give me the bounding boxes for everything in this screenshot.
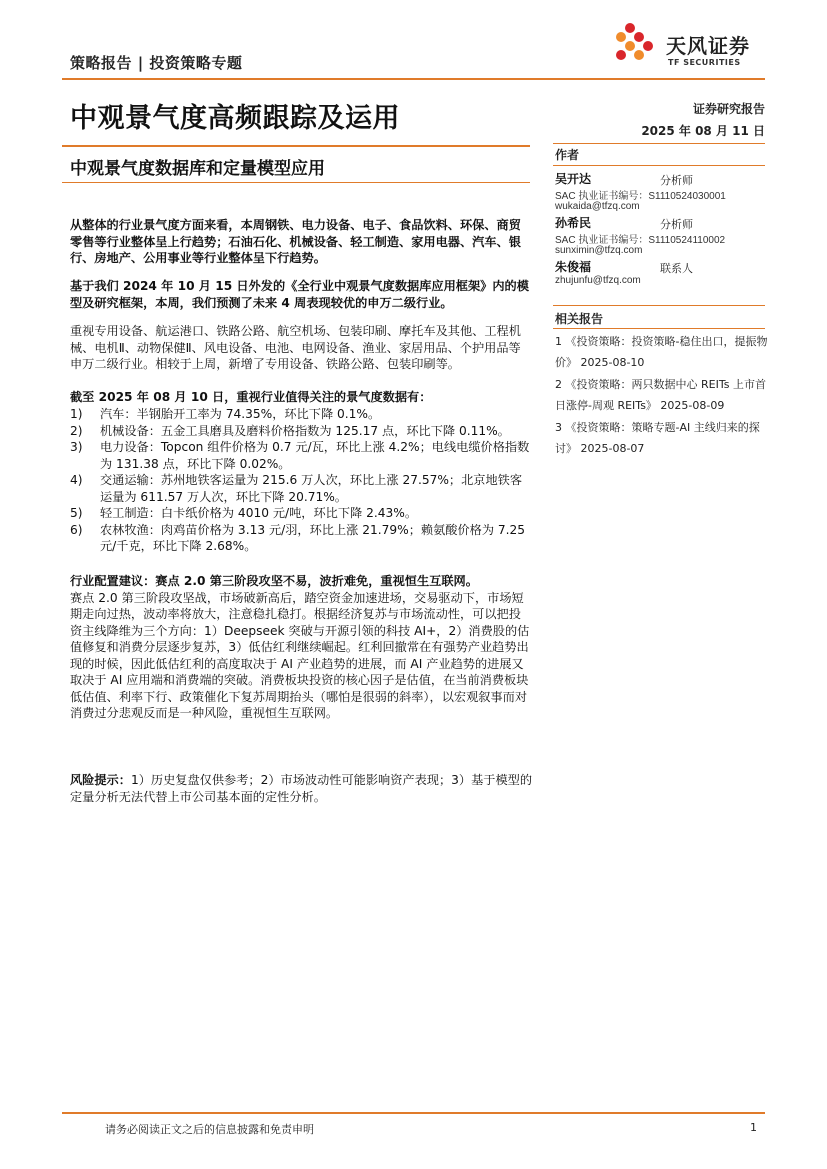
allocation-section bbox=[70, 573, 532, 722]
allocation-paragraph: 赛点 2.0 第三阶段攻坚战，市场破新高后，踏空资金加速进场，交易驱动下，市场短期走向过热，波动率将放大，注意稳扎稳打。根据经济复苏与市场流动性，可以把投资主线降维为三个方向：1）Deepseek 突破与开源引领的科技 AI+，2）消费股的估值修复和消费分层逐步复苏，3）低估红利继续崛起。红利回撤常在有强势产业趋势出现的时候，因此低估红利的高度取决于 AI 产业趋势的进展，而 AI 产业趋势的进展又取决于 AI 应用端和消费端的突破。消费板块投资的核心因子是估值，在当前消费板块低估值、利率下行、政策催化下复苏周期抬头（哪怕是很弱的斜率），以宏观叙事而对消费过分悲观反而是一种风险，重视恒生互联网。 bbox=[70, 590, 530, 720]
data-intro: 截至 2025 年 08 月 10 日，重视行业值得关注的景气度数据有： bbox=[70, 390, 432, 404]
list-number: 1) bbox=[70, 407, 83, 421]
list-item bbox=[70, 522, 532, 555]
indicator-list bbox=[70, 406, 532, 555]
list-item bbox=[70, 505, 532, 522]
list-number: 6) bbox=[70, 522, 83, 537]
author-email[interactable]: sunximin@tfzq.com bbox=[555, 245, 643, 256]
risk-section bbox=[70, 772, 532, 805]
allocation-heading: 行业配置建议：赛点 2.0 第三阶段攻坚不易，波折难免，重视恒生互联网。 bbox=[70, 574, 478, 588]
report-type: 证券研究报告 bbox=[692, 102, 765, 116]
sidebar-rule-top bbox=[553, 143, 765, 144]
model-paragraph: 基于我们 2024 年 10 月 15 日外发的《全行业中观景气度数据库应用框架》内的模型及研究框架，本周，我们预测了未来 4 周表现较优的申万二级行业。 bbox=[70, 279, 529, 310]
report-subtitle: 中观景气度数据库和定量模型应用 bbox=[70, 159, 325, 179]
author-role: 分析师 bbox=[660, 174, 693, 187]
logo-cn: 天风证券 bbox=[666, 34, 750, 58]
title-rule bbox=[62, 145, 530, 147]
subtitle-rule bbox=[62, 182, 530, 183]
list-text: 交通运输：苏州地铁客运量为 215.6 万人次，环比上涨 27.57%；北京地铁客运量为 611.57 万人次，环比下降 20.71%。 bbox=[100, 473, 523, 504]
related-heading: 相关报告 bbox=[555, 312, 604, 326]
list-text: 汽车：半钢胎开工率为 74.35%，环比下降 0.1%。 bbox=[100, 407, 381, 421]
list-text: 轻工制造：白卡纸价格为 4010 元/吨，环比下降 2.43%。 bbox=[100, 506, 418, 520]
list-item bbox=[70, 472, 532, 505]
related-heading-rule bbox=[553, 328, 765, 329]
author-sac: SAC 执业证书编号：S1110524110002 bbox=[555, 235, 726, 246]
authors-heading: 作者 bbox=[555, 148, 580, 162]
footer-rule bbox=[62, 1112, 765, 1114]
header-rule bbox=[62, 78, 765, 80]
tf-logo-icon bbox=[612, 22, 666, 66]
list-item bbox=[70, 439, 532, 472]
related-report-item[interactable]: 1 《投资策略：投资策略-稳住出口，提振物价》 2025-08-10 bbox=[555, 335, 768, 369]
report-date: 2025 年 08 月 11 日 bbox=[641, 124, 765, 138]
author-sac: SAC 执业证书编号：S1110524030001 bbox=[555, 191, 726, 202]
list-text: 电力设备：Topcon 组件价格为 0.7 元/瓦，环比上涨 4.2%；电线电缆价格指数为 131.38 点，环比下降 0.02%。 bbox=[100, 440, 530, 471]
author-name: 吴开达 bbox=[555, 172, 592, 186]
author-role: 分析师 bbox=[660, 218, 693, 231]
list-item bbox=[70, 423, 532, 440]
page-number: 1 bbox=[750, 1121, 757, 1134]
related-report-item[interactable]: 2 《投资策略：两只数据中心 REITs 上市首日涨停-周观 REITs》 2025-08-09 bbox=[555, 378, 766, 412]
list-number: 5) bbox=[70, 506, 83, 520]
author-role: 联系人 bbox=[660, 262, 693, 275]
list-text: 机械设备：五金工具磨具及磨料价格指数为 125.17 点，环比下降 0.11%。 bbox=[100, 423, 510, 438]
related-rule-top bbox=[553, 305, 765, 306]
logo-en: TF SECURITIES bbox=[668, 58, 741, 67]
list-number: 3) bbox=[70, 440, 83, 454]
risk-label: 风险提示： bbox=[70, 773, 131, 787]
footer-disclaimer: 请务必阅读正文之后的信息披露和免责申明 bbox=[105, 1123, 314, 1136]
list-item bbox=[70, 406, 532, 423]
report-title: 中观景气度高频跟踪及运用 bbox=[70, 103, 400, 134]
brand-line: 策略报告 | 投资策略专题 bbox=[70, 54, 243, 72]
authors-heading-rule bbox=[553, 165, 765, 166]
summary-paragraph: 从整体的行业景气度方面来看，本周钢铁、电力设备、电子、食品饮料、环保、商贸零售等行业整体呈上行趋势；石油石化、机械设备、轻工制造、家用电器、汽车、银行、房地产、公用事业等行业整体呈下行趋势。 bbox=[70, 218, 521, 265]
risk-text: 1）历史复盘仅供参考；2）市场波动性可能影响资产表现；3）基于模型的定量分析无法代替上市公司基本面的定性分析。 bbox=[70, 773, 533, 804]
list-number: 4) bbox=[70, 473, 83, 487]
author-email[interactable]: zhujunfu@tfzq.com bbox=[555, 275, 641, 286]
author-name: 朱俊福 bbox=[555, 260, 592, 274]
author-email[interactable]: wukaida@tfzq.com bbox=[555, 201, 640, 212]
list-number: 2) bbox=[70, 423, 83, 438]
author-name: 孙希民 bbox=[555, 216, 592, 230]
recommend-paragraph: 重视专用设备、航运港口、铁路公路、航空机场、包装印刷、摩托车及其他、工程机械、电机Ⅱ、动物保健Ⅱ、风电设备、电池、电网设备、渔业、家居用品、个护用品等申万二级行业。相较于上周，新增了专用设备、铁路公路、包装印刷等。 bbox=[70, 324, 521, 371]
related-report-item[interactable]: 3 《投资策略：策略专题-AI 主线归来的探讨》 2025-08-07 bbox=[555, 421, 760, 455]
list-text: 农林牧渔：肉鸡苗价格为 3.13 元/羽，环比上涨 21.79%；赖氨酸价格为 7.25 元/千克，环比下降 2.68%。 bbox=[100, 522, 526, 553]
